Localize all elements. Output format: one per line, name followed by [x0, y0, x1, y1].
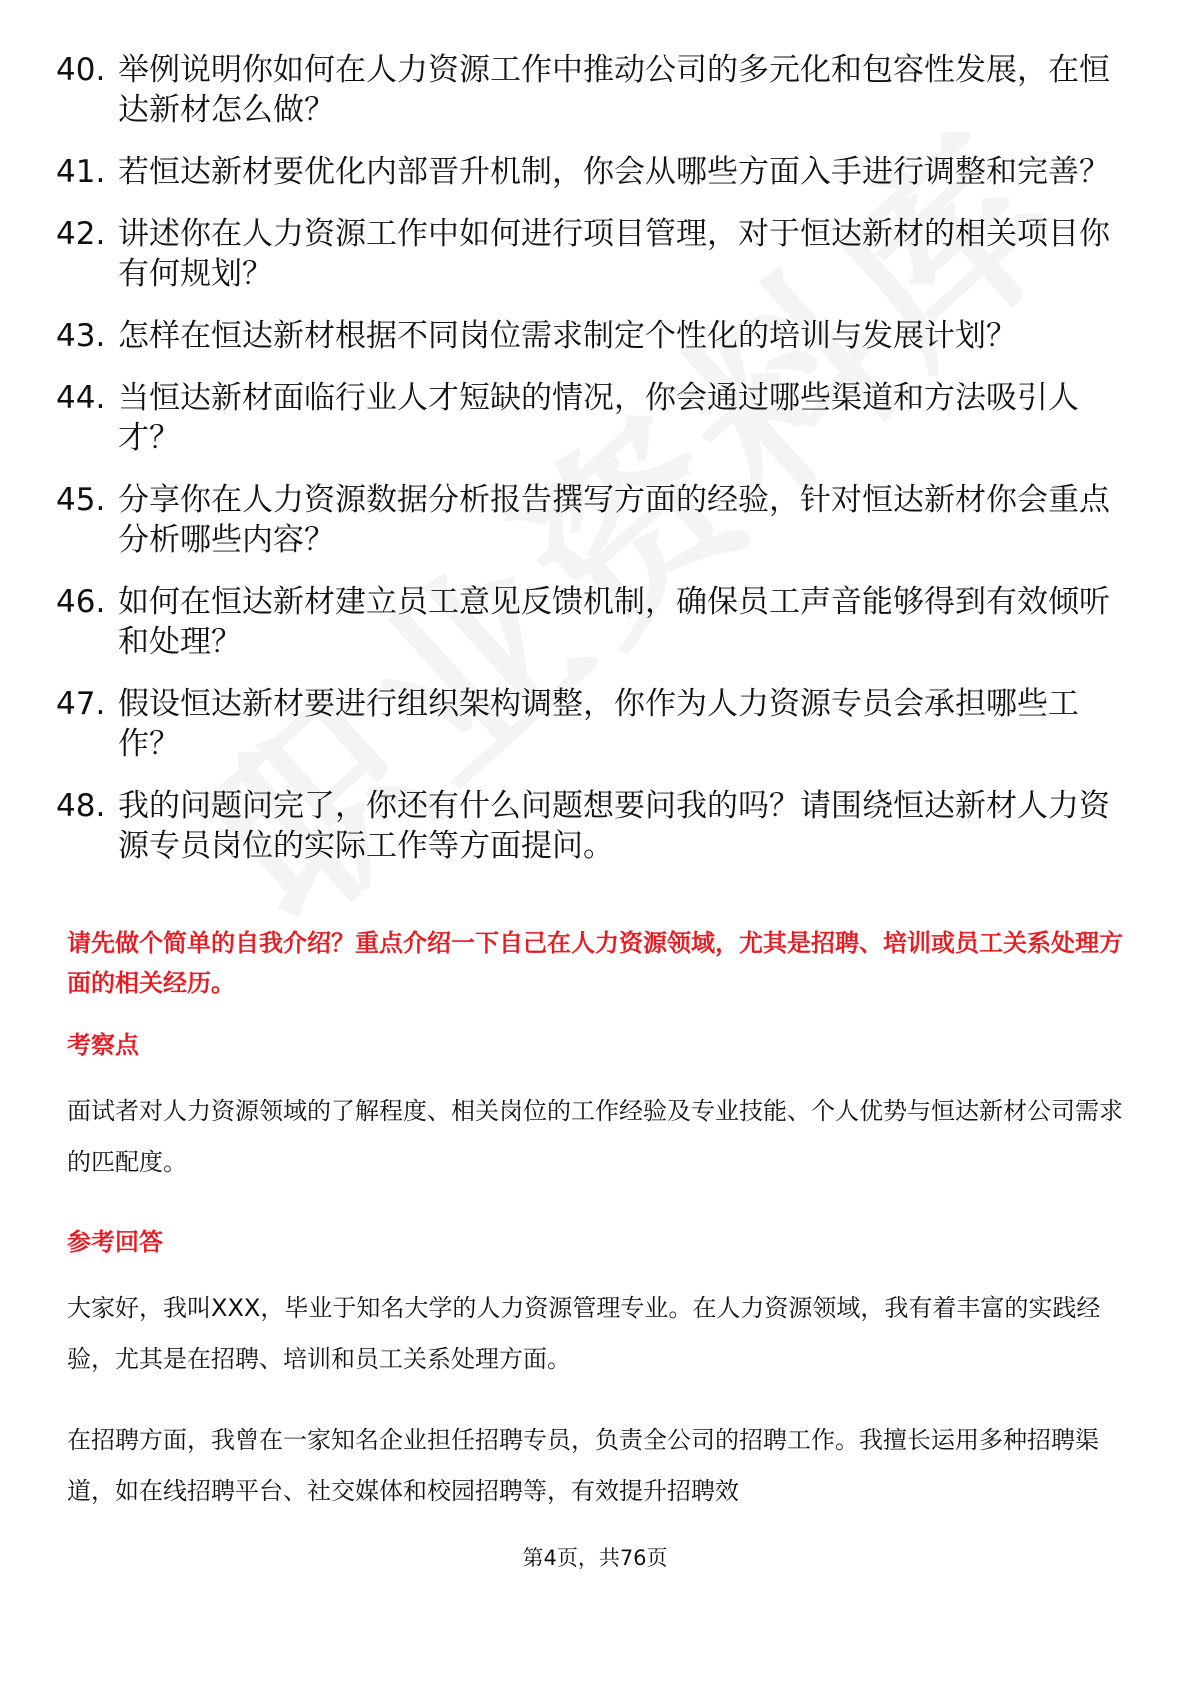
question-number: 46. [56, 584, 106, 620]
question-text: 假设恒达新材要进行组织架构调整，你作为人力资源专员会承担哪些工作？ [118, 686, 1079, 762]
question-item [56, 316, 1116, 356]
assessment-text: 面试者对人力资源领域的了解程度、相关岗位的工作经验及专业技能、个人优势与恒达新材公司需求的匹配度。 [67, 1097, 1123, 1176]
question-item [56, 50, 1116, 130]
question-item [56, 684, 1116, 764]
question-text: 讲述你在人力资源工作中如何进行项目管理，对于恒达新材的相关项目你有何规划？ [118, 216, 1110, 292]
question-text: 举例说明你如何在人力资源工作中推动公司的多元化和包容性发展，在恒达新材怎么做？ [118, 52, 1110, 128]
question-number: 48. [56, 788, 106, 824]
reference-paragraph: 在招聘方面，我曾在一家知名企业担任招聘专员，负责全公司的招聘工作。我擅长运用多种招聘渠道，如在线招聘平台、社交媒体和校园招聘等，有效提升招聘效 [67, 1426, 1099, 1505]
assessment-title: 考察点 [67, 1031, 139, 1059]
question-item [56, 480, 1116, 560]
question-number: 44. [56, 380, 106, 416]
question-text: 若恒达新材要优化内部晋升机制，你会从哪些方面入手进行调整和完善？ [118, 154, 1110, 190]
page-footer: 第4页，共76页 [522, 1546, 668, 1570]
question-text: 如何在恒达新材建立员工意见反馈机制，确保员工声音能够得到有效倾听和处理？ [118, 584, 1110, 660]
question-item [56, 152, 1116, 192]
question-number: 45. [56, 482, 106, 518]
answer-section [67, 923, 1127, 1517]
reference-paragraph: 大家好，我叫XXX，毕业于知名大学的人力资源管理专业。在人力资源领域，我有着丰富的实践经验，尤其是在招聘、培训和员工关系处理方面。 [67, 1294, 1101, 1373]
question-text: 怎样在恒达新材根据不同岗位需求制定个性化的培训与发展计划？ [118, 318, 1017, 354]
question-number: 40. [56, 52, 106, 88]
reference-title: 参考回答 [67, 1228, 163, 1256]
question-number: 47. [56, 686, 106, 722]
question-text: 我的问题问完了，你还有什么问题想要问我的吗？请围绕恒达新材人力资源专员岗位的实际工作等方面提问。 [118, 788, 1110, 864]
question-number: 43. [56, 318, 106, 354]
question-item [56, 378, 1116, 458]
question-text: 当恒达新材面临行业人才短缺的情况，你会通过哪些渠道和方法吸引人才？ [118, 380, 1079, 456]
question-item [56, 786, 1116, 866]
highlight-question: 请先做个简单的自我介绍？重点介绍一下自己在人力资源领域，尤其是招聘、培训或员工关系处理方面的相关经历。 [67, 929, 1123, 997]
question-item [56, 214, 1116, 294]
question-text: 分享你在人力资源数据分析报告撰写方面的经验，针对恒达新材你会重点分析哪些内容？ [118, 482, 1110, 558]
question-number: 42. [56, 216, 106, 252]
question-item [56, 582, 1116, 662]
question-number: 41. [56, 154, 106, 190]
question-list [56, 50, 1116, 888]
